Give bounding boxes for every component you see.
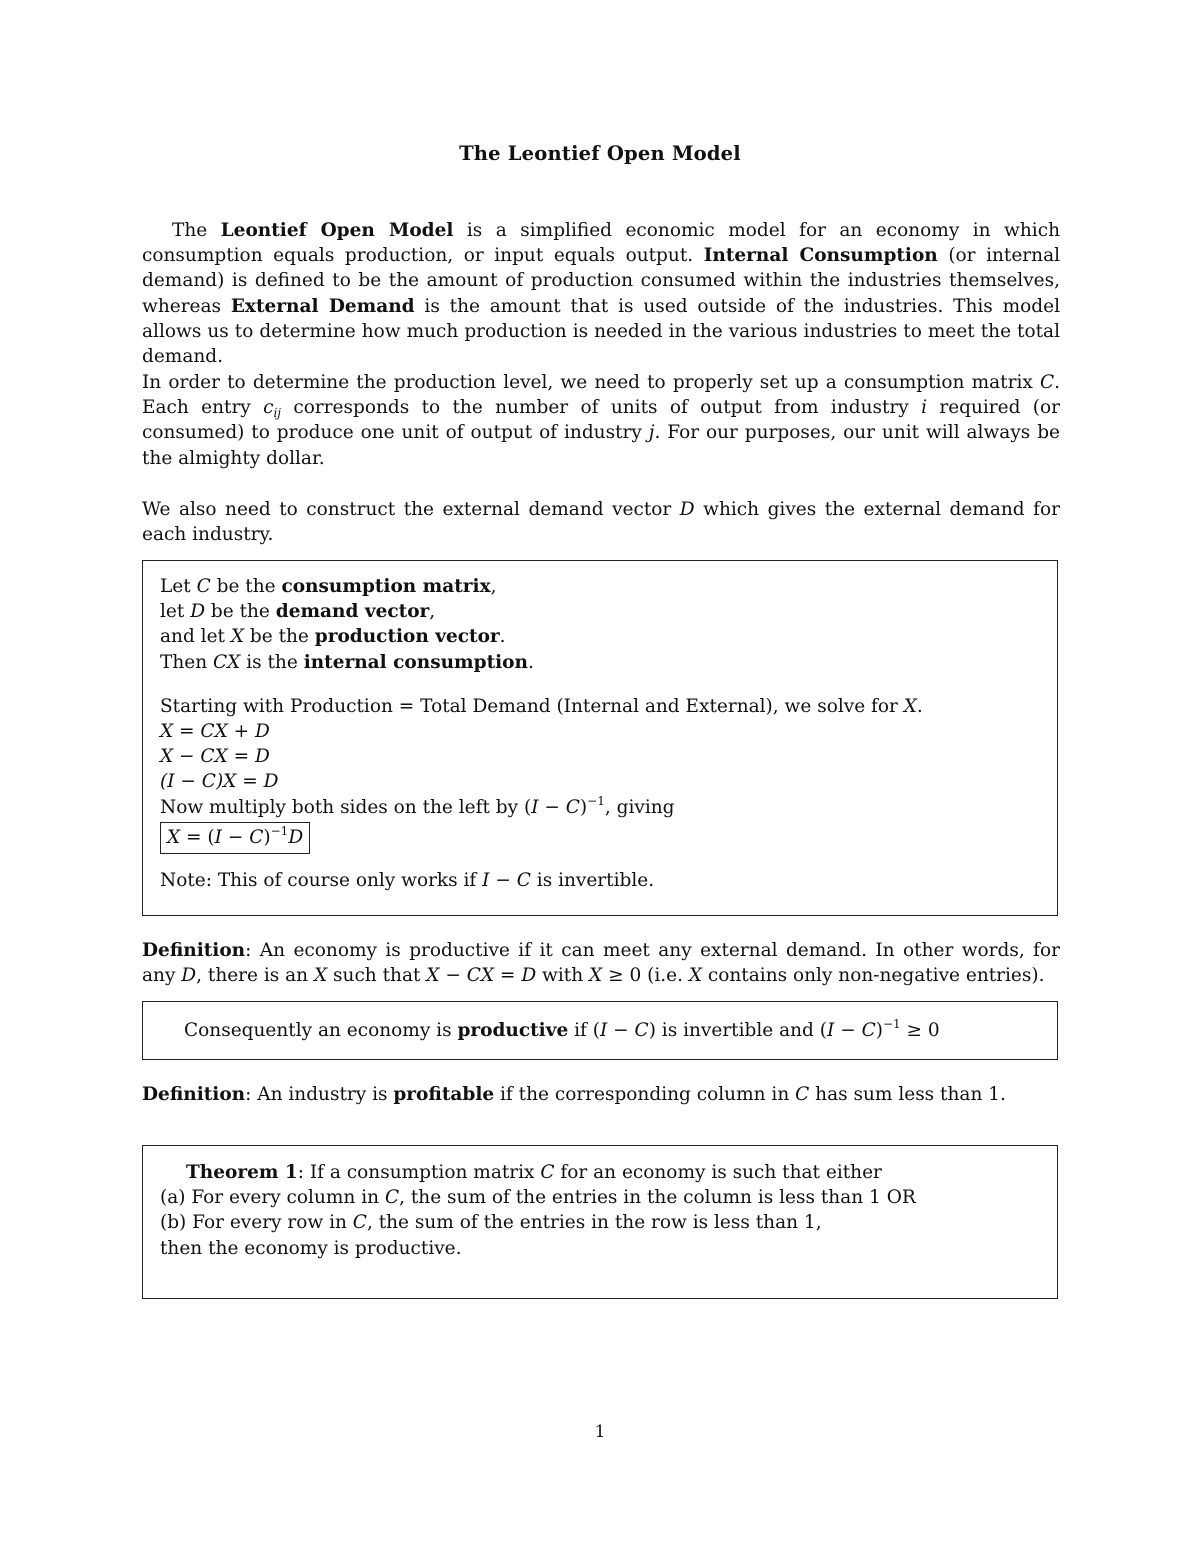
productive-condition: Consequently an economy is productive if (I − C) is invertible and $(I - C)^{-1} \ge 0$ [184, 1017, 940, 1041]
page-number: 1 [594, 1422, 606, 1442]
box-line-production-vector: and let X be the production vector. [160, 626, 506, 648]
theorem-conclusion: then the economy is productive. [160, 1237, 462, 1259]
model-derivation-box [142, 560, 1058, 916]
definition-productive-economy: Definition: An economy is productive if it can meet any external demand. In other words, for any D, there is an X such that X − CX = D with X ≥ 0 (i.e. X contains only non-negative entries). [142, 940, 1060, 987]
box-line-consumption-matrix: Let C be the consumption matrix, [160, 576, 497, 597]
box-line-multiply: Now multiply both sides on the left by $(I - C)^{-1}$, giving [160, 793, 675, 818]
box-line-internal-consumption: Then CX is the internal consumption. [160, 651, 534, 673]
intro-paragraph-3: We also need to construct the external demand vector D which gives the external demand for each industry. [142, 499, 1060, 546]
definition-profitable-industry: Definition: An industry is profitable if the corresponding column in C has sum less than 1. [142, 1084, 1006, 1105]
theorem-box [142, 1145, 1058, 1299]
result-equation: $X = (I - C)^{-1}D$ [160, 822, 310, 854]
theorem-condition-a: (a) For every column in C, the sum of the entries in the column is less than 1 OR [160, 1187, 916, 1209]
box-line-solve-for-x: Starting with Production = Total Demand (Internal and External), we solve for X. [160, 695, 923, 717]
equation-3: (I − C)X = D [160, 771, 279, 793]
productive-condition-box [142, 1001, 1058, 1060]
theorem-condition-b: (b) For every row in C, the sum of the entries in the row is less than 1, [160, 1212, 822, 1234]
intro-paragraph-1: The Leontief Open Model is a simplified economic model for an economy in which consumption equals production, or input equals output. Internal Consumption (or internal demand) is defined to be the amount of production consumed within the industries themselves, whereas External Demand is the amount that is used outside of the industries. This model allows us to determine how much production is needed in the various industries to meet the total demand. [142, 220, 1061, 368]
theorem-statement: Theorem 1: If a consumption matrix C for an economy is such that either [186, 1162, 882, 1183]
page-title: The Leontief Open Model [459, 142, 741, 165]
equation-1: X = CX + D [160, 721, 270, 743]
intro-paragraph-2: In order to determine the production level, we need to properly set up a consumption matrix C. Each entry $c_{ij}$ corresponds to the number of units of output from industry i required (or consumed) to produce one unit of output of industry j. For our purposes, our unit will always be the almighty dollar. [142, 372, 1060, 469]
box-line-demand-vector: let D be the demand vector, [160, 601, 436, 623]
box-note: Note: This of course only works if I − C is invertible. [160, 869, 655, 891]
equation-2: X − CX = D [160, 746, 270, 768]
